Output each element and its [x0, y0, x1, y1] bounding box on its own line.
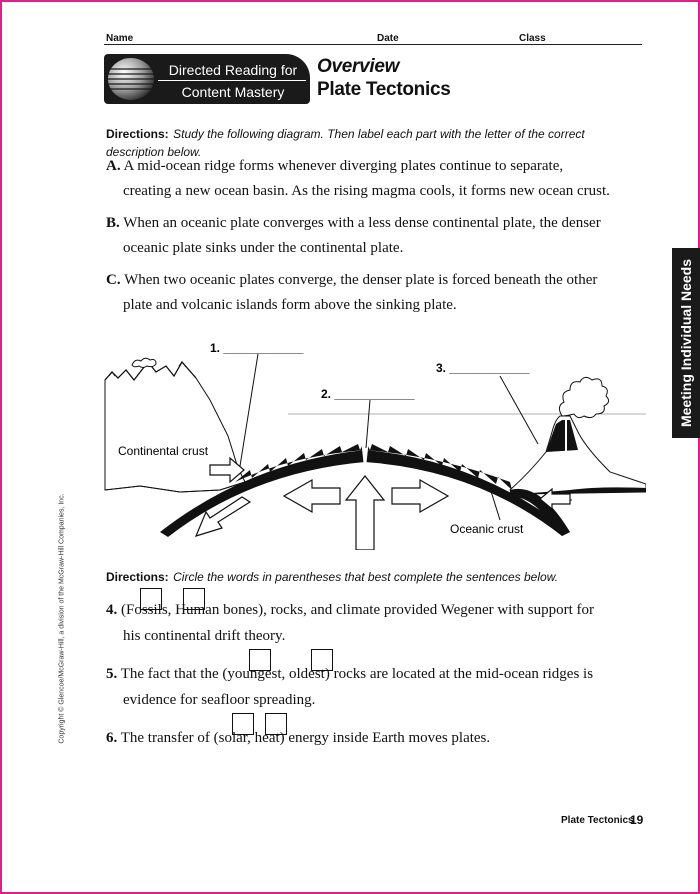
description-a-letter: A. — [106, 158, 121, 174]
page-title: Plate Tectonics — [317, 79, 451, 100]
continental-crust-label: Continental crust — [118, 444, 209, 458]
description-c — [106, 272, 597, 289]
globe-icon — [106, 56, 156, 102]
leader-line-3 — [500, 376, 538, 444]
description-a — [106, 158, 563, 175]
banner-divider — [158, 80, 306, 81]
side-tab-label: Meeting Individual Needs — [678, 258, 694, 428]
arrow-right-spreading — [392, 480, 448, 512]
directions-2 — [106, 568, 646, 586]
question-6-line1: The transfer of (solar, heat) energy inside Earth moves plates. — [120, 730, 491, 746]
directions-2-text: Circle the words in parentheses that best complete the sentences below. — [173, 570, 559, 584]
description-c-line1: When two oceanic plates converge, the denser plate is forced beneath the other — [124, 272, 598, 288]
banner-line1: Directed Reading for — [168, 62, 298, 78]
diagram-label-2: 2. ____________ — [321, 387, 415, 401]
question-4-line1: (Fossils, Human bones), rocks, and climate provided Wegener with support for — [121, 602, 595, 618]
banner-line2: Content Mastery — [181, 84, 285, 100]
description-b — [106, 215, 601, 232]
directions-1-label: Directions: — [106, 127, 169, 141]
question-4-cont: his continental drift theory. — [123, 628, 286, 644]
question-6 — [106, 730, 490, 747]
copyright-notice: Copyright © Glencoe/McGraw-Hill, a division of the McGraw-Hill Companies, Inc. — [58, 493, 66, 744]
question-6-number: 6. — [106, 730, 118, 746]
answer-box-youngest[interactable] — [249, 649, 271, 671]
description-a-cont: creating a new ocean basin. As the rising magma cools, it forms new ocean crust. — [123, 183, 610, 199]
description-c-letter: C. — [106, 272, 121, 288]
description-b-letter: B. — [106, 215, 120, 231]
arrow-left-spreading — [284, 480, 340, 512]
island-arc-crust — [510, 416, 646, 494]
diagram-label-1: 1. ____________ — [210, 341, 304, 355]
answer-box-solar[interactable] — [232, 713, 254, 735]
description-c-cont: plate and volcanic islands form above the sinking plate. — [123, 297, 457, 313]
question-5-number: 5. — [106, 666, 118, 682]
ash-plume-icon — [559, 377, 608, 417]
cloud-icon — [132, 358, 156, 367]
directions-1-text: Study the following diagram. Then label each part with the letter of the correct description below. — [106, 127, 585, 159]
question-4 — [106, 602, 594, 619]
oceanic-crust-label: Oceanic crust — [450, 522, 524, 536]
arrow-up-magma — [346, 476, 384, 550]
description-a-line1: A mid-ocean ridge forms whenever diverging plates continue to separate, — [123, 158, 564, 174]
plate-tectonics-diagram — [100, 332, 646, 550]
page-number: 19 — [630, 813, 644, 827]
question-4-number: 4. — [106, 602, 118, 618]
question-5-cont: evidence for seafloor spreading. — [123, 692, 316, 708]
diagram-label-3: 3. ____________ — [436, 361, 530, 375]
footer-label: Plate Tectonics — [561, 815, 634, 826]
directions-2-label: Directions: — [106, 570, 169, 584]
class-label: Class — [519, 33, 546, 44]
description-b-cont: oceanic plate sinks under the continental plate. — [123, 240, 404, 256]
answer-box-oldest[interactable] — [311, 649, 333, 671]
header-rule — [104, 44, 642, 45]
name-label: Name — [106, 33, 134, 44]
question-5 — [106, 666, 593, 683]
question-5-line1: The fact that the (youngest, oldest) rocks are located at the mid-ocean ridges is — [120, 666, 594, 682]
overview-title: Overview — [317, 56, 400, 77]
date-label: Date — [377, 33, 399, 44]
answer-box-human-bones[interactable] — [183, 588, 205, 610]
leader-line-1 — [240, 354, 258, 466]
description-b-line1: When an oceanic plate converges with a less dense continental plate, the denser — [123, 215, 601, 231]
leader-line-2 — [366, 400, 370, 448]
answer-box-heat[interactable] — [265, 713, 287, 735]
directions-1 — [106, 125, 646, 161]
answer-box-fossils[interactable] — [140, 588, 162, 610]
